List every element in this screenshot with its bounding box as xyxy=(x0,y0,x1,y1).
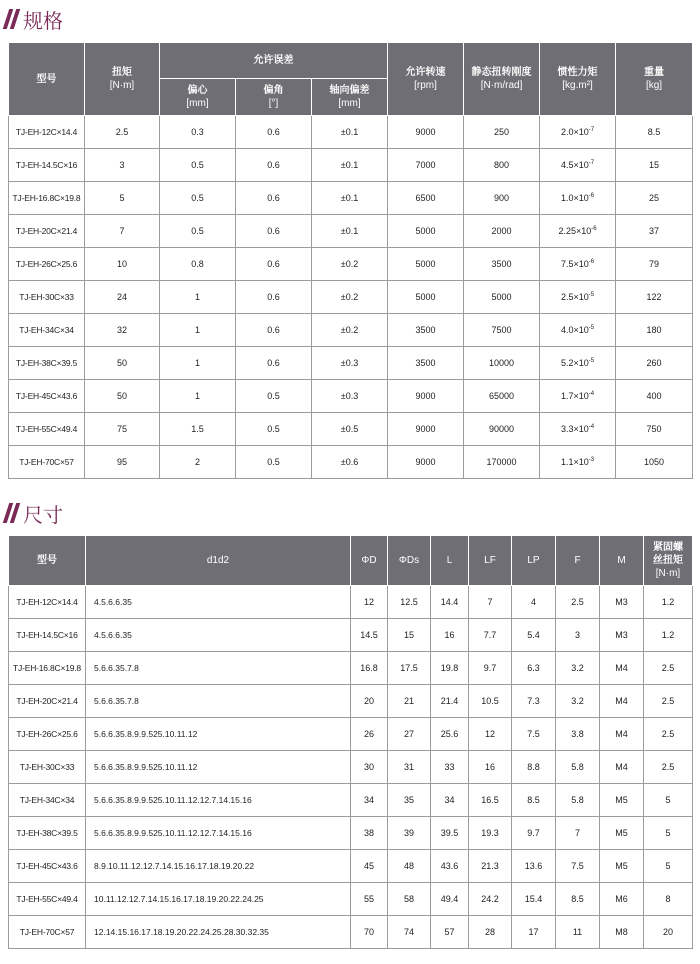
cell-torque: 50 xyxy=(85,380,160,413)
cell-speed: 3500 xyxy=(388,347,464,380)
cell-axial: ±0.3 xyxy=(312,347,388,380)
header-eccentric: 偏心 [mm] xyxy=(160,79,236,116)
cell-eccentric: 1 xyxy=(160,281,236,314)
cell-inertia: $2.25\times 10^{-6}$ xyxy=(540,215,616,248)
cell-weight: 8.5 xyxy=(616,116,693,149)
cell-torque: 2.5 xyxy=(85,116,160,149)
cell-lf: 12 xyxy=(469,718,512,751)
cell-eccentric: 1.5 xyxy=(160,413,236,446)
cell-l: 25.6 xyxy=(431,718,469,751)
inertia-exponent: -4 xyxy=(588,391,595,397)
cell-axial: ±0.5 xyxy=(312,413,388,446)
inertia-exponent: -5 xyxy=(588,325,595,331)
cell-bore: 5.6.6.35.8.9.9.525.10.11.12.12.7.14.15.16 xyxy=(86,817,351,850)
cell-model: TJ-EH-55C×49.4 xyxy=(9,883,86,916)
cell-torque: 50 xyxy=(85,347,160,380)
cell-speed: 3500 xyxy=(388,314,464,347)
cell-ods: 17.5 xyxy=(388,652,431,685)
cell-lp: 6.3 xyxy=(512,652,556,685)
header-model: 型号 xyxy=(9,43,85,116)
cell-lp: 8.8 xyxy=(512,751,556,784)
cell-stiffness: 90000 xyxy=(464,413,540,446)
header-weight: 重量 [kg] xyxy=(616,43,693,116)
cell-angle: 0.5 xyxy=(236,413,312,446)
cell-eccentric: 0.8 xyxy=(160,248,236,281)
cell-ods: 15 xyxy=(388,619,431,652)
header-allowable-error: 允许误差 xyxy=(160,43,388,79)
cell-lf: 9.7 xyxy=(469,652,512,685)
cell-model: TJ-EH-14.5C×16 xyxy=(9,619,86,652)
cell-eccentric: 0.5 xyxy=(160,149,236,182)
cell-stiffness: 7500 xyxy=(464,314,540,347)
header-inertia: 惯性力矩 [kg.m²] xyxy=(540,43,616,116)
table-row xyxy=(9,314,693,347)
section-bars-icon xyxy=(6,503,17,523)
cell-m: M4 xyxy=(600,718,644,751)
cell-model: TJ-EH-45C×43.6 xyxy=(9,850,86,883)
table-row xyxy=(9,281,693,314)
cell-eccentric: 1 xyxy=(160,314,236,347)
cell-speed: 9000 xyxy=(388,116,464,149)
cell-od: 14.5 xyxy=(351,619,388,652)
cell-weight: 180 xyxy=(616,314,693,347)
cell-axial: ±0.2 xyxy=(312,281,388,314)
cell-m: M6 xyxy=(600,883,644,916)
cell-weight: 122 xyxy=(616,281,693,314)
cell-l: 57 xyxy=(431,916,469,949)
cell-f: 8.5 xyxy=(556,883,600,916)
table-row xyxy=(9,916,693,949)
cell-od: 16.8 xyxy=(351,652,388,685)
cell-lp: 15.4 xyxy=(512,883,556,916)
cell-axial: ±0.1 xyxy=(312,215,388,248)
cell-ods: 21 xyxy=(388,685,431,718)
cell-speed: 5000 xyxy=(388,281,464,314)
cell-od: 34 xyxy=(351,784,388,817)
cell-model: TJ-EH-26C×25.6 xyxy=(9,718,86,751)
spec-title-text: 规格 xyxy=(23,8,63,33)
cell-lf: 7 xyxy=(469,586,512,619)
cell-inertia: $4.0\times 10^{-5}$ xyxy=(540,314,616,347)
cell-tightening-torque: 20 xyxy=(644,916,693,949)
cell-od: 38 xyxy=(351,817,388,850)
cell-m: M3 xyxy=(600,619,644,652)
cell-tightening-torque: 5 xyxy=(644,817,693,850)
cell-lp: 9.7 xyxy=(512,817,556,850)
cell-lp: 7.3 xyxy=(512,685,556,718)
cell-tightening-torque: 2.5 xyxy=(644,751,693,784)
table-row xyxy=(9,149,693,182)
cell-bore: 5.6.6.35.7.8 xyxy=(86,685,351,718)
cell-tightening-torque: 2.5 xyxy=(644,685,693,718)
inertia-exponent: -5 xyxy=(588,292,595,298)
cell-weight: 15 xyxy=(616,149,693,182)
cell-lp: 7.5 xyxy=(512,718,556,751)
cell-l: 19.8 xyxy=(431,652,469,685)
cell-tightening-torque: 1.2 xyxy=(644,619,693,652)
cell-lf: 24.2 xyxy=(469,883,512,916)
cell-bore: 10.11.12.12.7.14.15.16.17.18.19.20.22.24.25 xyxy=(86,883,351,916)
cell-model: TJ-EH-34C×34 xyxy=(9,784,86,817)
cell-weight: 79 xyxy=(616,248,693,281)
cell-tightening-torque: 2.5 xyxy=(644,652,693,685)
cell-inertia: $1.0\times 10^{-6}$ xyxy=(540,182,616,215)
cell-weight: 25 xyxy=(616,182,693,215)
inertia-exponent: -6 xyxy=(591,226,597,232)
cell-speed: 5000 xyxy=(388,215,464,248)
cell-axial: ±0.1 xyxy=(312,149,388,182)
cell-eccentric: 0.3 xyxy=(160,116,236,149)
cell-angle: 0.6 xyxy=(236,215,312,248)
cell-l: 14.4 xyxy=(431,586,469,619)
cell-tightening-torque: 5 xyxy=(644,784,693,817)
cell-stiffness: 900 xyxy=(464,182,540,215)
cell-f: 7.5 xyxy=(556,850,600,883)
table-row xyxy=(9,248,693,281)
cell-m: M5 xyxy=(600,817,644,850)
cell-speed: 7000 xyxy=(388,149,464,182)
cell-l: 43.6 xyxy=(431,850,469,883)
cell-ods: 27 xyxy=(388,718,431,751)
cell-model: TJ-EH-16.8C×19.8 xyxy=(9,182,85,215)
table-row xyxy=(9,215,693,248)
cell-model: TJ-EH-20C×21.4 xyxy=(9,685,86,718)
table-row xyxy=(9,817,693,850)
cell-model: TJ-EH-20C×21.4 xyxy=(9,215,85,248)
cell-model: TJ-EH-34C×34 xyxy=(9,314,85,347)
cell-inertia: $5.2\times 10^{-5}$ xyxy=(540,347,616,380)
cell-eccentric: 1 xyxy=(160,347,236,380)
cell-model: TJ-EH-16.8C×19.8 xyxy=(9,652,86,685)
cell-m: M4 xyxy=(600,685,644,718)
inertia-exponent: -4 xyxy=(588,424,595,430)
header-speed: 允许转速 [rpm] xyxy=(388,43,464,116)
cell-stiffness: 3500 xyxy=(464,248,540,281)
header-f: F xyxy=(556,536,600,586)
cell-eccentric: 0.5 xyxy=(160,182,236,215)
cell-l: 49.4 xyxy=(431,883,469,916)
cell-bore: 12.14.15.16.17.18.19.20.22.24.25.28.30.32.35 xyxy=(86,916,351,949)
header-l: L xyxy=(431,536,469,586)
cell-angle: 0.6 xyxy=(236,248,312,281)
cell-weight: 750 xyxy=(616,413,693,446)
cell-ods: 74 xyxy=(388,916,431,949)
cell-bore: 4.5.6.6.35 xyxy=(86,586,351,619)
spec-section-title xyxy=(0,4,63,34)
table-row xyxy=(9,850,693,883)
cell-stiffness: 10000 xyxy=(464,347,540,380)
cell-torque: 95 xyxy=(85,446,160,479)
table-row xyxy=(9,116,693,149)
cell-angle: 0.6 xyxy=(236,281,312,314)
cell-bore: 5.6.6.35.8.9.9.525.10.11.12 xyxy=(86,751,351,784)
cell-axial: ±0.6 xyxy=(312,446,388,479)
cell-inertia: $7.5\times 10^{-6}$ xyxy=(540,248,616,281)
cell-torque: 5 xyxy=(85,182,160,215)
inertia-exponent: -6 xyxy=(588,193,595,199)
cell-f: 3.2 xyxy=(556,685,600,718)
header-stiffness: 静态扭转刚度 [N·m/rad] xyxy=(464,43,540,116)
cell-l: 16 xyxy=(431,619,469,652)
inertia-exponent: -6 xyxy=(588,259,595,265)
cell-stiffness: 800 xyxy=(464,149,540,182)
header-angle: 偏角 [°] xyxy=(236,79,312,116)
cell-lp: 4 xyxy=(512,586,556,619)
cell-f: 3 xyxy=(556,619,600,652)
cell-model: TJ-EH-38C×39.5 xyxy=(9,347,85,380)
spec-table xyxy=(8,42,693,479)
cell-lp: 17 xyxy=(512,916,556,949)
header-bore: d1d2 xyxy=(86,536,351,586)
cell-bore: 5.6.6.35.7.8 xyxy=(86,652,351,685)
table-row xyxy=(9,883,693,916)
header-lf: LF xyxy=(469,536,512,586)
table-row xyxy=(9,446,693,479)
cell-torque: 24 xyxy=(85,281,160,314)
table-row xyxy=(9,347,693,380)
cell-lf: 16.5 xyxy=(469,784,512,817)
cell-l: 21.4 xyxy=(431,685,469,718)
cell-lf: 19.3 xyxy=(469,817,512,850)
cell-axial: ±0.1 xyxy=(312,182,388,215)
cell-torque: 75 xyxy=(85,413,160,446)
cell-f: 5.8 xyxy=(556,784,600,817)
cell-f: 5.8 xyxy=(556,751,600,784)
cell-axial: ±0.2 xyxy=(312,314,388,347)
section-bars-icon xyxy=(6,9,17,29)
table-row xyxy=(9,586,693,619)
cell-f: 3.8 xyxy=(556,718,600,751)
cell-angle: 0.6 xyxy=(236,347,312,380)
table-row xyxy=(9,685,693,718)
cell-angle: 0.5 xyxy=(236,380,312,413)
cell-tightening-torque: 8 xyxy=(644,883,693,916)
header-tightening-torque: 紧固螺丝扭矩 [N·m] xyxy=(644,536,693,586)
header-model: 型号 xyxy=(9,536,86,586)
cell-inertia: $4.5\times 10^{-7}$ xyxy=(540,149,616,182)
cell-model: TJ-EH-45C×43.6 xyxy=(9,380,85,413)
table-row xyxy=(9,718,693,751)
cell-m: M8 xyxy=(600,916,644,949)
cell-angle: 0.6 xyxy=(236,149,312,182)
cell-model: TJ-EH-70C×57 xyxy=(9,916,86,949)
cell-stiffness: 250 xyxy=(464,116,540,149)
cell-tightening-torque: 2.5 xyxy=(644,718,693,751)
cell-angle: 0.6 xyxy=(236,182,312,215)
cell-torque: 7 xyxy=(85,215,160,248)
cell-bore: 5.6.6.35.8.9.9.525.10.11.12.12.7.14.15.16 xyxy=(86,784,351,817)
cell-f: 2.5 xyxy=(556,586,600,619)
cell-model: TJ-EH-12C×14.4 xyxy=(9,116,85,149)
cell-eccentric: 2 xyxy=(160,446,236,479)
cell-model: TJ-EH-14.5C×16 xyxy=(9,149,85,182)
cell-bore: 8.9.10.11.12.12.7.14.15.16.17.18.19.20.22 xyxy=(86,850,351,883)
table-row xyxy=(9,182,693,215)
cell-od: 70 xyxy=(351,916,388,949)
cell-ods: 39 xyxy=(388,817,431,850)
cell-inertia: $2.5\times 10^{-5}$ xyxy=(540,281,616,314)
cell-axial: ±0.2 xyxy=(312,248,388,281)
cell-lp: 5.4 xyxy=(512,619,556,652)
cell-lp: 13.6 xyxy=(512,850,556,883)
cell-angle: 0.6 xyxy=(236,314,312,347)
table-row xyxy=(9,784,693,817)
cell-lp: 8.5 xyxy=(512,784,556,817)
cell-torque: 10 xyxy=(85,248,160,281)
cell-model: TJ-EH-38C×39.5 xyxy=(9,817,86,850)
cell-m: M5 xyxy=(600,850,644,883)
dim-title-text: 尺寸 xyxy=(23,502,63,527)
header-axial: 轴向偏差 [mm] xyxy=(312,79,388,116)
cell-angle: 0.5 xyxy=(236,446,312,479)
cell-ods: 12.5 xyxy=(388,586,431,619)
cell-model: TJ-EH-70C×57 xyxy=(9,446,85,479)
cell-bore: 5.6.6.35.8.9.9.525.10.11.12 xyxy=(86,718,351,751)
cell-axial: ±0.3 xyxy=(312,380,388,413)
cell-angle: 0.6 xyxy=(236,116,312,149)
cell-od: 20 xyxy=(351,685,388,718)
table-row xyxy=(9,652,693,685)
dim-section-title xyxy=(0,498,63,528)
cell-m: M3 xyxy=(600,586,644,619)
cell-speed: 9000 xyxy=(388,446,464,479)
cell-f: 3.2 xyxy=(556,652,600,685)
cell-ods: 35 xyxy=(388,784,431,817)
cell-model: TJ-EH-30C×33 xyxy=(9,281,85,314)
cell-stiffness: 2000 xyxy=(464,215,540,248)
cell-od: 12 xyxy=(351,586,388,619)
cell-od: 26 xyxy=(351,718,388,751)
table-row xyxy=(9,413,693,446)
inertia-exponent: -3 xyxy=(588,457,595,463)
cell-weight: 37 xyxy=(616,215,693,248)
cell-eccentric: 0.5 xyxy=(160,215,236,248)
cell-ods: 58 xyxy=(388,883,431,916)
header-ods: ΦDs xyxy=(388,536,431,586)
cell-lf: 10.5 xyxy=(469,685,512,718)
cell-eccentric: 1 xyxy=(160,380,236,413)
cell-model: TJ-EH-55C×49.4 xyxy=(9,413,85,446)
cell-stiffness: 170000 xyxy=(464,446,540,479)
inertia-exponent: -7 xyxy=(588,160,595,166)
header-od: ΦD xyxy=(351,536,388,586)
inertia-exponent: -7 xyxy=(588,127,595,133)
cell-lf: 7.7 xyxy=(469,619,512,652)
cell-f: 11 xyxy=(556,916,600,949)
cell-ods: 31 xyxy=(388,751,431,784)
cell-lf: 16 xyxy=(469,751,512,784)
cell-bore: 4.5.6.6.35 xyxy=(86,619,351,652)
cell-inertia: $1.1\times 10^{-3}$ xyxy=(540,446,616,479)
cell-speed: 9000 xyxy=(388,380,464,413)
table-row xyxy=(9,380,693,413)
cell-m: M5 xyxy=(600,784,644,817)
cell-model: TJ-EH-30C×33 xyxy=(9,751,86,784)
header-torque: 扭矩 [N·m] xyxy=(85,43,160,116)
cell-weight: 260 xyxy=(616,347,693,380)
cell-m: M4 xyxy=(600,751,644,784)
cell-speed: 6500 xyxy=(388,182,464,215)
cell-weight: 400 xyxy=(616,380,693,413)
cell-tightening-torque: 1.2 xyxy=(644,586,693,619)
table-row xyxy=(9,751,693,784)
cell-inertia: $1.7\times 10^{-4}$ xyxy=(540,380,616,413)
cell-l: 39.5 xyxy=(431,817,469,850)
cell-f: 7 xyxy=(556,817,600,850)
cell-inertia: $2.0\times 10^{-7}$ xyxy=(540,116,616,149)
cell-ods: 48 xyxy=(388,850,431,883)
cell-weight: 1050 xyxy=(616,446,693,479)
cell-tightening-torque: 5 xyxy=(644,850,693,883)
cell-model: TJ-EH-12C×14.4 xyxy=(9,586,86,619)
cell-l: 34 xyxy=(431,784,469,817)
cell-m: M4 xyxy=(600,652,644,685)
cell-l: 33 xyxy=(431,751,469,784)
cell-model: TJ-EH-26C×25.6 xyxy=(9,248,85,281)
cell-od: 55 xyxy=(351,883,388,916)
header-lp: LP xyxy=(512,536,556,586)
dim-table xyxy=(8,535,693,949)
cell-od: 30 xyxy=(351,751,388,784)
cell-lf: 21.3 xyxy=(469,850,512,883)
cell-inertia: $3.3\times 10^{-4}$ xyxy=(540,413,616,446)
inertia-exponent: -5 xyxy=(588,358,595,364)
cell-torque: 3 xyxy=(85,149,160,182)
cell-axial: ±0.1 xyxy=(312,116,388,149)
table-row xyxy=(9,619,693,652)
cell-stiffness: 5000 xyxy=(464,281,540,314)
cell-od: 45 xyxy=(351,850,388,883)
cell-torque: 32 xyxy=(85,314,160,347)
cell-speed: 5000 xyxy=(388,248,464,281)
cell-lf: 28 xyxy=(469,916,512,949)
header-m: M xyxy=(600,536,644,586)
cell-stiffness: 65000 xyxy=(464,380,540,413)
cell-speed: 9000 xyxy=(388,413,464,446)
